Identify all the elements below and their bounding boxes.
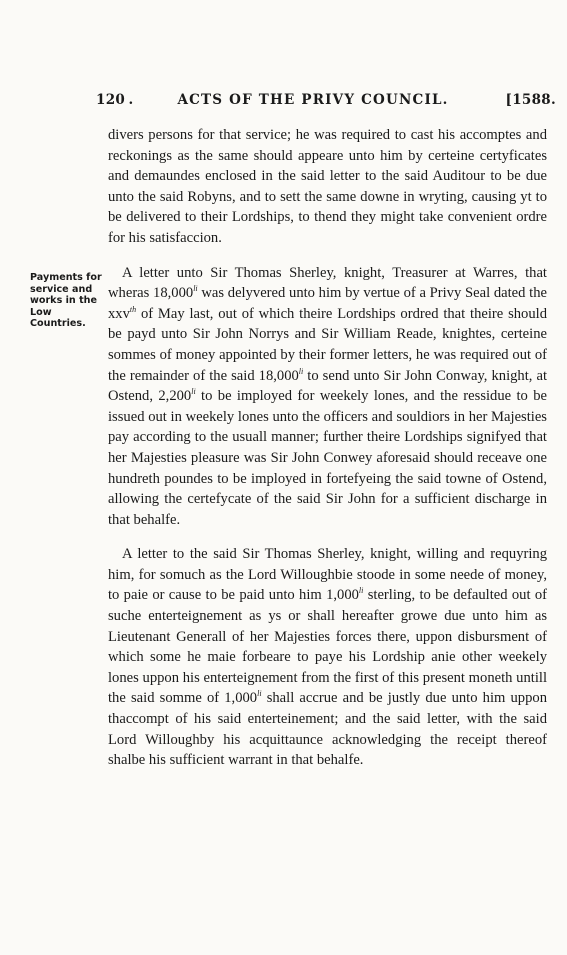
running-title: ACTS OF THE PRIVY COUNCIL.: [177, 92, 449, 108]
pounds-abbrev: li: [298, 366, 304, 376]
margin-note: [30, 272, 108, 330]
paragraph-continuation: divers persons for that service; he was required to cast his accomptes and reckonings as the same should appeare unto him by certeine certyficates and demaundes enclosed in the said letter to the said Auditour to be due unto the said Robyns, and to sett the same downe in wryting, causing yt to be delivered to their Lordships, to thend they might take convenient ordre for his satisfaccion.: [108, 127, 547, 246]
margin-note-line: Payments for: [30, 272, 102, 283]
pounds-abbrev: li: [257, 689, 262, 699]
page-number: 120: [96, 92, 126, 108]
running-header: [96, 92, 556, 108]
pounds-abbrev: li: [191, 387, 196, 397]
paragraph-sherley-treasurer: A letter unto Sir Thomas Sherley, knight, Treasurer at Warres, that wheras $18,000^{li}$ was delyvered unto him by vertue of a Privy Seal dated the xxv$^{th}$ of May last, out of which theire Lordships ordred that theire should be payd unto Sir John Norrys and Sir William Reade, knightes, certeine sommes of money appointed by their former letters, he was required out of the remainder of the said $18,000^{li}$ to send unto Sir John Conway, knight, at Ostend, $2,200^{li}$ to be imployed for weekely lones, and the ressidue to be issued out in weekely lones unto the officers and souldiors in her Majesties pay according to the usuall manner; further theire Lordships signifyed that her Majesties pleasure was Sir John Conwey aforesaid should receave one hundreth poundes to be imployed in fortefyeing the said towne of Ostend, allowing the certefycate of the said Sir John for a sufficient discharge in that behalfe.: [108, 264, 548, 528]
margin-note-line: service and: [30, 283, 93, 295]
pounds-abbrev: li: [193, 284, 198, 294]
pounds-abbrev: li: [358, 586, 364, 596]
header-year: [1588.: [505, 92, 556, 108]
margin-note-line: works in the: [30, 295, 97, 306]
body-text: [108, 125, 547, 785]
paragraph-willoughbie: A letter to the said Sir Thomas Sherley, knight, willing and requyring him, for somuch as the Lord Willoughbie stoode in some neede of money, to paie or cause to be paid unto him $1,000^{li}$ sterling, to be defaulted out of suche enterteignement as ys or shall hereafter growe due unto him as Lieutenant Generall of her Majesties forces there, uppon disbursment of which some he maie forbeare to paye his Lordship anie other weekely lones uppon his enterteignement from the first of this present moneth untill the said somme of $1,000^{li}$ shall accrue and be justly due unto him uppon thaccompt of his said enterteinement; and the said letter, with the said Lord Willoughby his acquittaunce acknowledging the receipt thereof shalbe his sufficient warrant in that behalfe.: [108, 546, 547, 769]
ordinal-suffix: th: [129, 304, 137, 314]
header-separator: .: [128, 92, 134, 108]
margin-note-line: Low Countries.: [30, 306, 86, 329]
